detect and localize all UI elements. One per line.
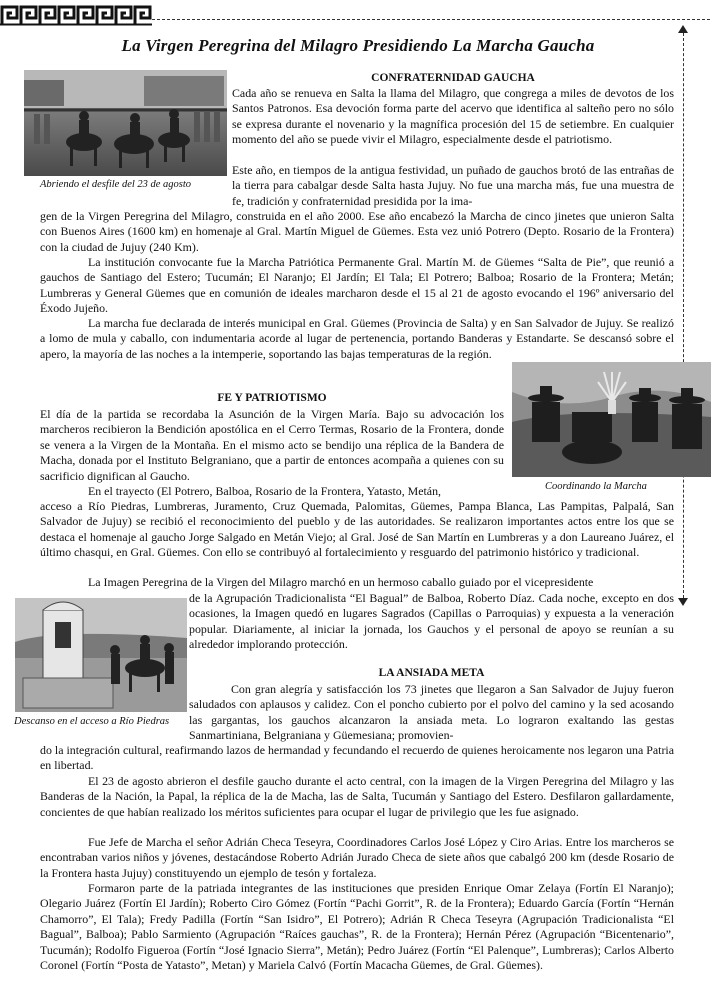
arrow-up-icon (678, 25, 688, 33)
paragraph-2a: Este año, en tiempos de la antigua festividad, un puñado de gauchos brotó de las entrañas de la tierra para cabalgar desde Salta hasta Jujuy. No fue una marcha más, fue una muestra de fe, tradición y confraternidad presidida por la ima- (232, 163, 674, 208)
heading-ansiada-meta: LA ANSIADA META (378, 667, 485, 679)
paragraph-10: Fue Jefe de Marcha el señor Adrián Checa Teseyra, Coordinadores Carlos José López y Ciro Arias. Entre los marcheros se encontraban varios niños y jóvenes, destacándose Roberto Adrián Jurado Checa de siete años que cabalgó 200 km (desde Rosario de la Frontera hasta Jujuy) constituyendo un ejemplo de tesón y fortaleza. (40, 835, 674, 880)
article-title: La Virgen Peregrina del Milagro Presidiendo La Marcha Gaucha (121, 36, 595, 55)
photo-parade (24, 70, 227, 176)
paragraph-1: Cada año se renueva en Salta la llama del Milagro, que congrega a miles de devotos de los Santos Patronos. Esa devoción forma parte del acervo que identifica al salteño pero no sólo se expresa durante el novenario y la magnífica procesión del 15 de setiembre. En cualquier momento del año se puede vivir el Milagro, especialmente desde el patriotismo. (232, 86, 674, 147)
paragraph-6a: En el trayecto (El Potrero, Balboa, Rosario de la Frontera, Yatasto, Metán, (88, 484, 441, 498)
paragraph-2b: gen de la Virgen Peregrina del Milagro, construida en el año 2000. Ese año encabezó la Marcha de cinco jinetes que unieron Salta con Buenos Aires (1600 km) en homenaje al Gral. Martín Miguel de Güemes. Esta vez unió Potrero (Depto. Rosario de la Frontera) con la ciudad de Jujuy (240 Km). (40, 209, 674, 254)
caption-riders: Coordinando la Marcha (545, 481, 647, 492)
paragraph-9: El 23 de agosto abrieron el desfile gaucho durante el acto central, con la imagen de la Virgen Peregrina del Milagro y las Banderas de la Nación, la Papal, la réplica de la de Macha, las de Salta, Tucumán y Santiago del Estero. Desfilaron gallardamente, concientes de que habían realizado los méritos suficientes para ocupar el lugar de privilegio que les fue asignado. (40, 774, 674, 819)
caption-parade: Abriendo el desfile del 23 de agosto (40, 179, 192, 190)
arrow-down-icon (678, 598, 688, 606)
heading-confraternidad: CONFRATERNIDAD GAUCHA (371, 72, 535, 84)
paragraph-8a: Con gran alegría y satisfacción los 73 jinetes que llegaron a San Salvador de Jujuy fueron saludados con aplausos y calidez. Con el poncho cubierto por el polvo del camino y la sed acosando las gargantas, los gauchos alcanzaron la ansiada meta. Lo lograron exaltando las gestas Sanmartiniana, Belgraniana y Güemesiana; promovien- (189, 682, 674, 743)
paragraph-8b: do la integración cultural, reafirmando lazos de hermandad y fecundando el recuerdo de quienes heroicamente nos legaron una Patria en libertad. (40, 743, 674, 773)
paragraph-3: La institución convocante fue la Marcha Patriótica Permanente Gral. Martín M. de Güemes “Salta de Pie”, que reunió a gauchos de Santiago del Estero; Tucumán; El Naranjo; El Jardín; El Tala; El Potrero; Balboa; Rosario de la Frontera; Metán; Lumbreras y General Güemes que en comunión de ideales marcharon desde el 15 al 21 de agosto evocando el 196º aniversario del Éxodo Jujeño. (40, 255, 674, 316)
photo-shrine (15, 598, 187, 712)
greek-key-border (0, 4, 152, 26)
photo-riders (512, 362, 711, 477)
paragraph-7b: de la Agrupación Tradicionalista “El Bagual” de Balboa, Roberto Díaz. Cada noche, excepto en dos ocasiones, la Imagen quedó en lugares Sagrados (Capillas o Parroquias) y expuesta a la veneración popular. Diariamente, al iniciar la jornada, los Gauchos y el personal de apoyo se reunían a su alrededor implorando protección. (189, 591, 674, 652)
vertical-dashed-rule (683, 28, 684, 603)
top-dashed-rule (152, 19, 710, 20)
paragraph-11: Formaron parte de la patriada integrantes de las instituciones que presiden Enrique Omar Zelaya (Fortín El Naranjo); Olegario Juárez (Fortín El Jardín); Roberto Ciro Gómez (Fortín “Pachi Gorrit”, R. de la Frontera); Eduardo García (Fortín “Hernán Chamorro”, El Tala); Fredy Padilla (Fortín “San Isidro”, El Potrero); Adrián R Checa Teseyra (Agrupación Tradicionalista “El Bagual”, Balboa); Pablo Sarmiento (Agrupación “Raíces gauchas”, R. de la Frontera); Hernán Pérez (Agrupación “Bicentenario”, Tucumán); Rodolfo Figueroa (Fortín “José Ignacio Sierra”, Metán); Pedro Juárez (Fortín “El Palenque”, Lumbreras); Carlos Alberto Coronel (Fortín “Posta de Yatasto”, Metan) y Mariela Calvó (Fortín Macacha Güemes, de Gral. Güemes). (40, 881, 674, 973)
paragraph-4: La marcha fue declarada de interés municipal en Gral. Güemes (Provincia de Salta) y en San Salvador de Jujuy. Se realizó a lomo de mula y caballo, con indumentaria acorde al lugar de pertenencia, portando Banderas y Estandarte. Se descansó sobre el apero, la mayoría de las noches a la intemperie, soportando las bajas temperaturas de la región. (40, 316, 674, 361)
paragraph-5: El día de la partida se recordaba la Asunción de la Virgen María. Bajo su advocación los marcheros recibieron la Bendición apostólica en el Cerro Termas, Rosario de la Frontera, donde se venera a la Virgen de la Montaña. En el mismo acto se bendijo una réplica de la Bandera de Macha, donada por el Instituto Belgraniano, que a partir de entonces acompaña a quienes con su sacrificio dignifican al Gaucho. (40, 407, 504, 483)
caption-shrine: Descanso en el acceso a Río Piedras (14, 716, 170, 727)
paragraph-6b: acceso a Río Piedras, Lumbreras, Juramento, Cruz Quemada, Palomitas, Güemes, Pampa Blanca, Las Pampitas, Palpalá, San Salvador de Jujuy) se recibió el reconocimiento del pueblo y de las autoridades. Se realizaron importantes actos entre los que se destaca el homenaje al gaucho Jorge Salgado en Metán Viejo; al Gral. José de San Martín en Lumbreras y a don Laureano Juárez, el último chasqui, en Gral. Güemes. Con ello se contribuyó al fortalecimiento y resguardo del patrimonio histórico y tradicional. (40, 499, 674, 560)
paragraph-7a: La Imagen Peregrina de la Virgen del Milagro marchó en un hermoso caballo guiado por el vicepresidente (88, 575, 594, 589)
heading-fe-patriotismo: FE Y PATRIOTISMO (217, 392, 327, 404)
